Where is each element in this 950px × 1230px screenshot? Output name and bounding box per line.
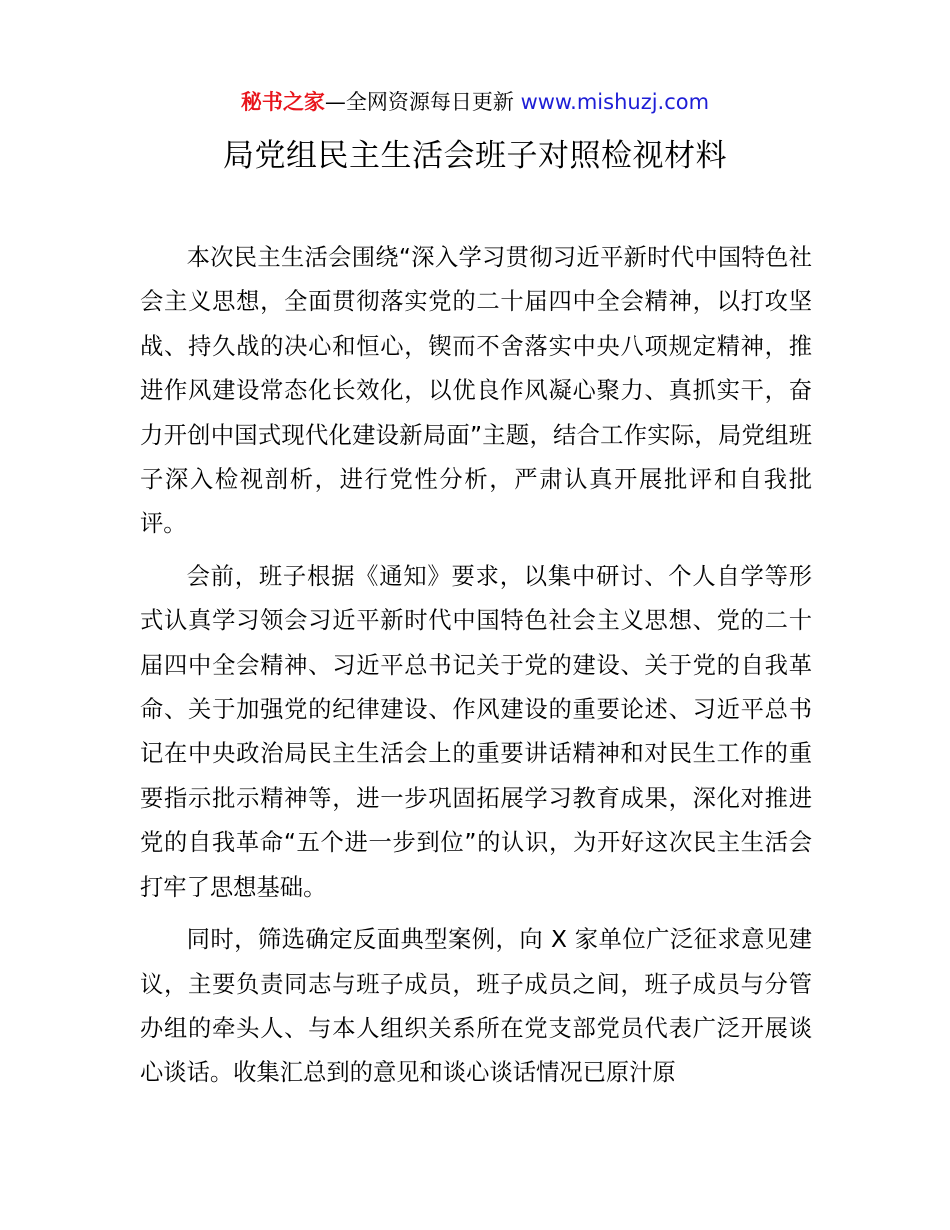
document-body [140,236,812,1104]
site-url-link[interactable]: www.mishuzj.com [520,90,710,114]
site-header [0,86,950,118]
document-title: 局党组民主生活会班子对照检视材料 [223,138,727,174]
site-slogan: —全网资源每日更新 [324,90,521,114]
body-paragraph: 本次民主生活会围绕“深入学习贯彻习近平新时代中国特色社会主义思想，全面贯彻落实党的二十届四中全会精神，以打攻坚战、持久战的决心和恒心，锲而不舍落实中央八项规定精神，推进作风建设常态化长效化，以优良作风凝心聚力、真抓实干，奋力开创中国式现代化建设新局面”主题，结合工作实际，局党组班子深入检视剖析，进行党性分析，严肃认真开展批评和自我批评。 [140,244,812,538]
body-paragraph: 同时，筛选确定反面典型案例，向 X 家单位广泛征求意见建议，主要负责同志与班子成员，班子成员之间，班子成员与分管办组的牵头人、与本人组织关系所在党支部党员代表广泛开展谈心谈话。收集汇总到的意见和谈心谈话情况已原汁原 [140,926,812,1087]
site-name: 秘书之家 [240,90,325,114]
body-paragraph: 会前，班子根据《通知》要求，以集中研讨、个人自学等形式认真学习领会习近平新时代中国特色社会主义思想、党的二十届四中全会精神、习近平总书记关于党的建设、关于党的自我革命、关于加强党的纪律建设、作风建设的重要论述、习近平总书记在中央政治局民主生活会上的重要讲话精神和对民生工作的重要指示批示精神等，进一步巩固拓展学习教育成果，深化对推进党的自我革命“五个进一步到位”的认识，为开好这次民主生活会打牢了思想基础。 [140,562,812,901]
